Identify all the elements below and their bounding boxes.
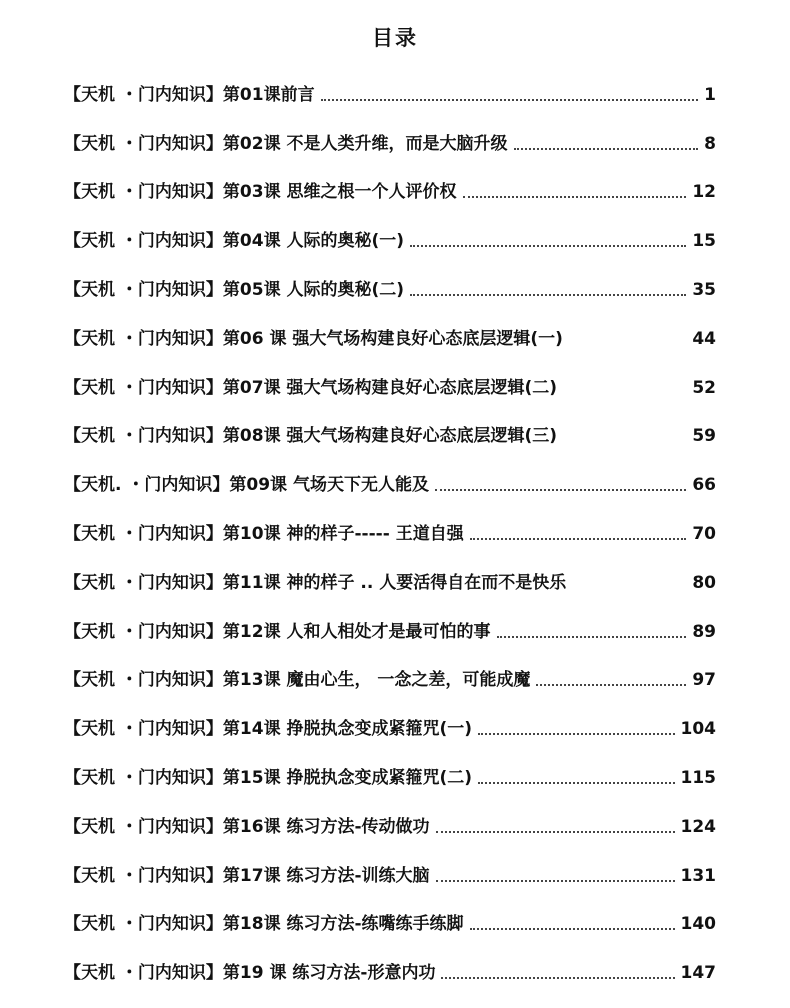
toc-entry-title: 【天机 ・门内知识】第18课 练习方法-练嘴练手练脚 (64, 914, 464, 935)
toc-page-number: 140 (680, 914, 716, 935)
toc-entry-title: 【天机 ・门内知识】第08课 强大气场构建良好心态底层逻辑(三) (64, 426, 558, 447)
toc-page-number: 12 (692, 182, 716, 203)
dot-leader (321, 99, 699, 101)
toc-page-number: 52 (692, 377, 716, 398)
toc-entry[interactable] (64, 948, 716, 997)
toc-page-number: 44 (692, 328, 716, 349)
toc-entry[interactable] (64, 900, 716, 949)
toc-entry[interactable] (64, 704, 716, 753)
toc-page-number: 147 (680, 963, 716, 984)
dot-leader (435, 489, 686, 491)
dot-leader (436, 880, 675, 882)
toc-entry-title: 【天机 ・门内知识】第13课 魔由心生， 一念之差，可能成魔 (64, 670, 531, 691)
toc-entry-title: 【天机 ・门内知识】第10课 神的样子----- 王道自强 (64, 523, 464, 544)
toc-entry[interactable] (64, 412, 716, 461)
toc-entry[interactable] (64, 607, 716, 656)
page-title: 目录 (372, 26, 418, 50)
toc-entry[interactable] (64, 168, 716, 217)
toc-entry-title: 【天机 ・门内知识】第03课 思维之根一个人评价权 (64, 182, 457, 203)
toc-entry[interactable] (64, 265, 716, 314)
toc-page-number: 131 (680, 865, 716, 886)
toc-entry[interactable] (64, 70, 716, 119)
toc-entry-title: 【天机. ・门内知识】第09课 气场天下无人能及 (64, 475, 429, 496)
toc-entry-title: 【天机 ・门内知识】第12课 人和人相处才是最可怕的事 (64, 621, 491, 642)
toc-page-number: 97 (692, 670, 716, 691)
toc-entry-title: 【天机 ・门内知识】第19 课 练习方法-形意内功 (64, 963, 436, 984)
dot-leader (441, 977, 674, 979)
toc-page-number: 80 (692, 572, 716, 593)
toc-page-number: 70 (692, 523, 716, 544)
toc-page-number: 66 (692, 475, 716, 496)
dot-leader (470, 928, 675, 930)
toc-entry-title: 【天机 ・门内知识】第02课 不是人类升维，而是大脑升级 (64, 133, 508, 154)
toc-entry[interactable] (64, 656, 716, 705)
toc-entry[interactable] (64, 802, 716, 851)
toc-entry[interactable] (64, 460, 716, 509)
toc-entry-title: 【天机 ・门内知识】第01课前言 (64, 84, 315, 105)
toc-entry[interactable] (64, 216, 716, 265)
toc-entry-title: 【天机 ・门内知识】第06 课 强大气场构建良好心态底层逻辑(一) (64, 328, 563, 349)
toc-entry-title: 【天机 ・门内知识】第15课 挣脱执念变成紧箍咒(二) (64, 767, 473, 788)
toc-entry[interactable] (64, 509, 716, 558)
toc-page-number: 1 (704, 84, 716, 105)
dot-leader (497, 636, 687, 638)
dot-leader (478, 782, 674, 784)
toc-entry-title: 【天机 ・门内知识】第04课 人际的奥秘(一) (64, 231, 405, 252)
toc-page-number: 15 (692, 231, 716, 252)
toc-entry[interactable] (64, 851, 716, 900)
toc-entry-title: 【天机 ・门内知识】第16课 练习方法-传动做功 (64, 816, 430, 837)
toc-page-number: 104 (680, 719, 716, 740)
toc-page-number: 89 (692, 621, 716, 642)
dot-leader (470, 538, 687, 540)
dot-leader (410, 245, 686, 247)
toc-entry[interactable] (64, 753, 716, 802)
table-of-contents (64, 70, 716, 997)
dot-leader (478, 733, 674, 735)
dot-leader (410, 294, 686, 296)
toc-page-number: 8 (704, 133, 716, 154)
toc-page-number: 115 (680, 767, 716, 788)
toc-page-number: 124 (680, 816, 716, 837)
dot-leader (436, 831, 675, 833)
dot-leader (463, 196, 687, 198)
toc-entry[interactable] (64, 119, 716, 168)
toc-entry[interactable] (64, 363, 716, 412)
toc-entry[interactable] (64, 558, 716, 607)
toc-page-number: 59 (692, 426, 716, 447)
toc-entry-title: 【天机 ・门内知识】第14课 挣脱执念变成紧箍咒(一) (64, 719, 473, 740)
toc-entry-title: 【天机 ・门内知识】第11课 神的样子 .. 人要活得自在而不是快乐 (64, 572, 567, 593)
toc-entry-title: 【天机 ・门内知识】第05课 人际的奥秘(二) (64, 279, 405, 300)
toc-page-number: 35 (692, 279, 716, 300)
dot-leader (514, 148, 699, 150)
toc-entry-title: 【天机 ・门内知识】第17课 练习方法-训练大脑 (64, 865, 430, 886)
dot-leader (536, 684, 686, 686)
toc-entry-title: 【天机 ・门内知识】第07课 强大气场构建良好心态底层逻辑(二) (64, 377, 558, 398)
toc-entry[interactable] (64, 314, 716, 363)
